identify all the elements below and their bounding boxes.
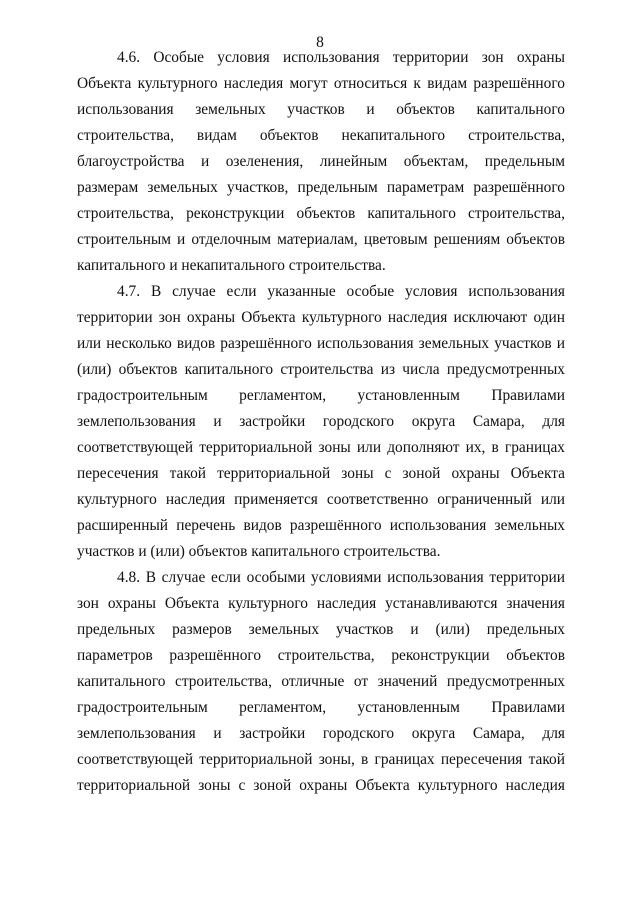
paragraph-4-7: 4.7. В случае если указанные особые условия использования территории зон охраны Объекта культурного наследия исключают один или несколько видов разрешённого использования земельных участков и (или) объектов капитального строительства из числа предусмотренных градостроительным регламентом, установленным Правилами землепользования и застройки городского округа Самара, для соответствующей территориальной зоны или дополняют их, в границах пересечения такой территориальной зоны с зоной охраны Объекта культурного наследия применяется соответственно ограниченный или расширенный перечень видов разрешённого использования земельных участков и (или) объектов капитального строительства. [77,283,565,560]
document-body [77,45,565,799]
page-number: 8 [316,34,324,51]
paragraph-4-6: 4.6. Особые условия использования территории зон охраны Объекта культурного наследия могут относиться к видам разрешённого использования земельных участков и объектов капитального строительства, видам объектов некапитального строительства, благоустройства и озеленения, линейным объектам, предельным размерам земельных участков, предельным параметрам разрешённого строительства, реконструкции объектов капитального строительства, строительным и отделочным материалам, цветовым решениям объектов капитального и некапитального строительства. [77,49,565,274]
paragraph-4-8: 4.8. В случае если особыми условиями использования территории зон охраны Объекта культурного наследия устанавливаются значения предельных размеров земельных участков и (или) предельных параметров разрешённого строительства, реконструкции объектов капитального строительства, отличные от значений предусмотренных градостроительным регламентом, установленным Правилами землепользования и застройки городского округа Самара, для соответствующей территориальной зоны, в границах пересечения такой территориальной зоны с зоной охраны Объекта культурного наследия [77,569,565,794]
